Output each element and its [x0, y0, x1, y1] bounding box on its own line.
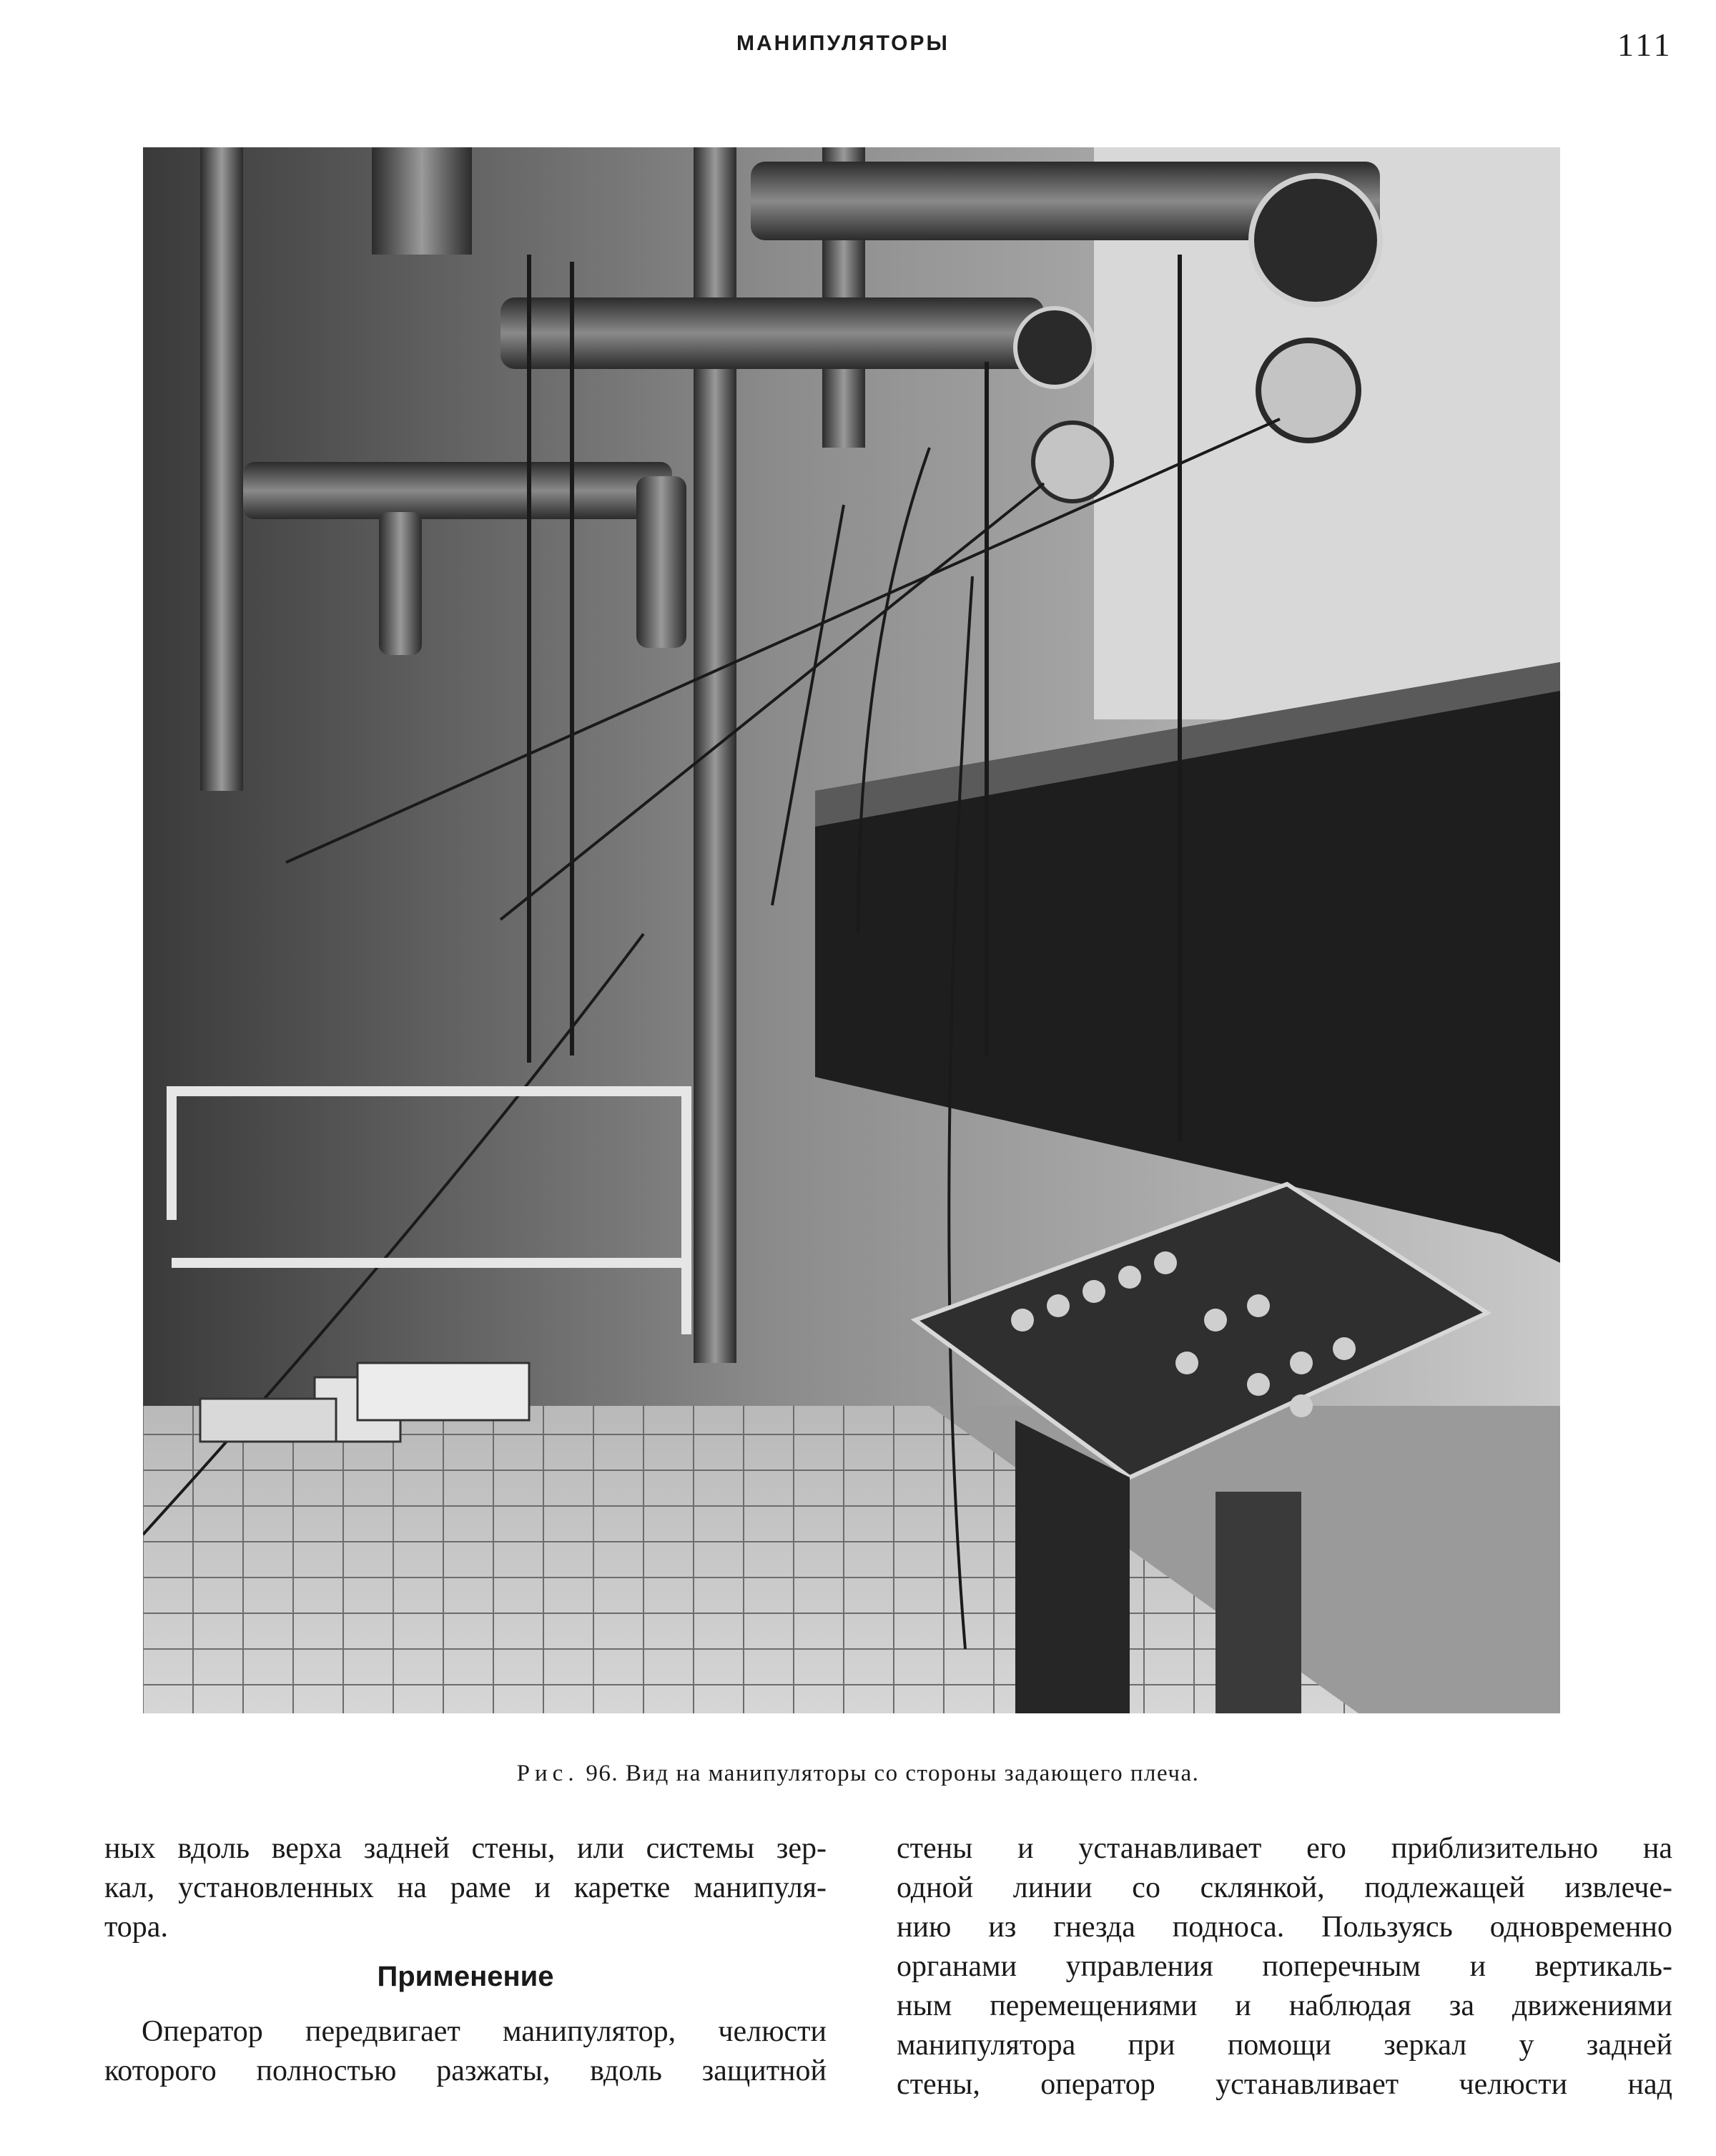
figure-caption: [0, 1761, 1716, 1787]
text-line: стены, оператор устанавливает челюсти над: [897, 2068, 1672, 2101]
text-line: которого полностью разжаты, вдоль защитной: [104, 2054, 827, 2087]
text-line: нию из гнезда подноса. Пользуясь одновременно: [897, 1911, 1672, 1944]
text-line: органами управления поперечным и вертикаль-: [897, 1950, 1672, 1983]
pulley: [1251, 176, 1380, 305]
text-line: ных вдоль верха задней стены, или системы зер-: [104, 1832, 827, 1865]
text-line: манипулятора при помощи зеркал у задней: [897, 2029, 1672, 2062]
left-column: [104, 1829, 827, 2091]
manipulator-photo: [143, 147, 1560, 1713]
running-title: МАНИПУЛЯТОРЫ: [736, 31, 950, 55]
figure-label: Рис.: [516, 1761, 579, 1786]
text-line: ным перемещениями и наблюдая за движениями: [897, 1989, 1672, 2022]
section-heading: Применение: [377, 1961, 554, 1992]
text-line: тора.: [104, 1911, 168, 1944]
vertical-pipe: [200, 147, 243, 791]
figure-caption-text: 96. Вид на манипуляторы со стороны задающего плеча.: [586, 1761, 1200, 1786]
text-line: стены и устанавливает его приблизительно на: [897, 1832, 1672, 1865]
text-line: одной линии со склянкой, подлежащей извлече-: [897, 1871, 1672, 1904]
text-line: Оператор передвигает манипулятор, челюсти: [142, 2015, 827, 2048]
photo-illustration: [143, 147, 1560, 1713]
right-column: [897, 1829, 1672, 2105]
page-number: 111: [1617, 26, 1673, 63]
text-line: кал, установленных на раме и каретке манипуля-: [104, 1871, 827, 1904]
